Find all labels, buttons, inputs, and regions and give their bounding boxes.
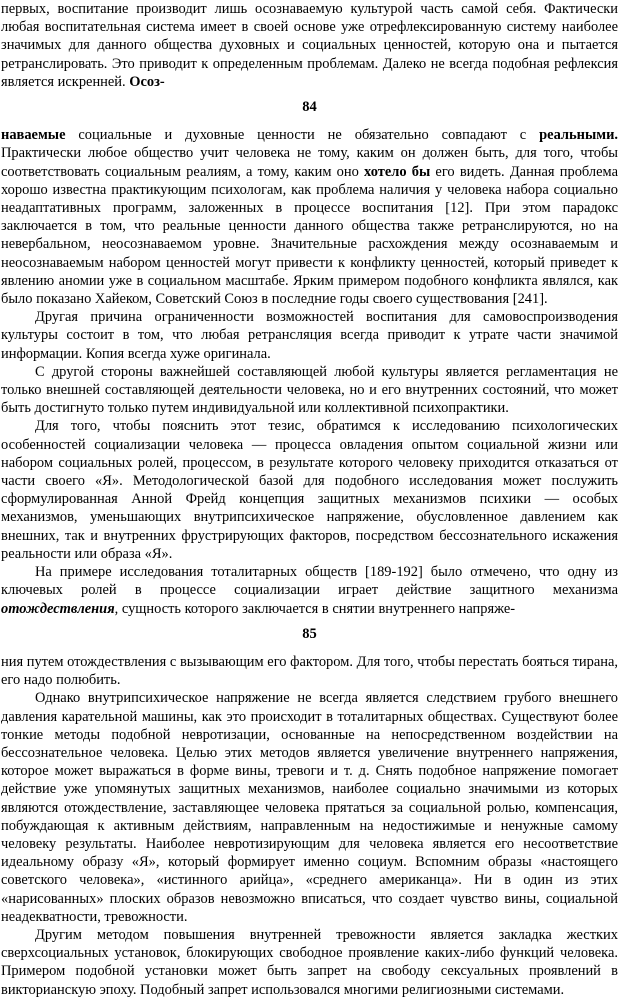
bold-text-run: реальными. xyxy=(539,127,618,144)
paragraph-continuation xyxy=(1,0,618,91)
paragraph xyxy=(1,563,618,618)
bold-text-run: наваемые xyxy=(1,127,66,144)
paragraph: ния путем отождествления с вызывающим его фактором. Для того, чтобы перестать бояться тирана, его надо полюбить. xyxy=(1,653,618,689)
paragraph: Другая причина ограниченности возможностей воспитания для самовоспроизводения культуры состоит в том, что любая ретрансляция всегда приводит к утрате части значимой информации. Копия всегда хуже оригинала. xyxy=(1,309,618,362)
bold-text-run: Осоз- xyxy=(129,73,165,90)
paragraph: Другим методом повышения внутренней тревожности является закладка жестких сверхсоциальных установок, блокирующих свободное проявление каких-либо функций человека. Примером подобной установки может быть запрет на свободу сексуальных проявлений в викторианскую эпоху. Подобный запрет использовался многими религиозными системами. xyxy=(1,926,618,998)
text-run: Практически любое общество учит человека не тому, каким он должен быть, для того, чтобы соответствовать социальным реалиям, а тому, каким оно xyxy=(1,145,618,180)
text-run: первых, воспитание производит лишь осознаваемую культурой часть самой себя. Фактически любая воспитательная система имеет в своей основе уже отрефлексированную систему наиболее значимых для данного общества духовных и социальных ценностей, которую она и пытается ретранслировать. Это приводит к определенным проблемам. Далеко не всегда подобная рефлексия является искренней. xyxy=(1,1,618,90)
text-run: , сущность которого заключается в снятии внутреннего напряже- xyxy=(114,600,516,617)
paragraph xyxy=(1,126,618,308)
bold-text-run: хотело бы xyxy=(364,163,431,180)
text-run: социальные и духовные ценности не обязательно совпадают с xyxy=(65,127,540,144)
text-run: его видеть. Данная проблема хорошо известна практикующим психологам, как проблема наличия у человека набора социально неадаптативных программ, заложенных в процессе воспитания [12]. При этом парадокс заключается в том, что реальные ценности данного общества также ретранслируются, но на невербальном, неосознаваемом уровне. Значительные расхождения между осознаваемым и неосознаваемым набором ценностей могут привести к конфликту ценностей, который приведет к явлению аномии уже в социальном масштабе. Ярким примером подобного конфликта являлся, как было показано Хайеком, Советский Союз в последние годы своего существования [241]. xyxy=(1,163,618,308)
paragraph: Однако внутрипсихическое напряжение не всегда является следствием грубого внешнего давления карательной машины, как это происходит в тоталитарных обществах. Существуют более тонкие методы подобной невротизации, основанные на непосредственном воздействии на бессознательное человека. Целью этих методов является увеличение внутреннего напряжения, которое может выражаться в форме вины, тревоги и т. д. Снять подобное напряжение помогает действие уже упомянутых защитных механизмов, наиболее социально значимыми из которых являются отождествление, заставляющее человека прятаться за социальной ролью, компенсация, побуждающая к активным действиям, направленным на недостижимые и ненужные самому человеку результаты. Наиболее невротизирующим для человека является его несоответствие идеальному образу «Я», который формирует именно социум. Вспомним образы «настоящего советского человека», «истинного арийца», «среднего американца». Ни в один из этих «нарисованных» плоских образов невозможно вписаться, что создает чувство вины, социальной неадекватности, тревожности. xyxy=(1,690,618,925)
paragraph: С другой стороны важнейшей составляющей любой культуры является регламентация не только внешней составляющей деятельности человека, но и его внутренних состояний, что может быть достигнуто только путем индивидуальной или коллективной психопрактики. xyxy=(1,363,618,417)
page-number: 85 xyxy=(302,625,317,642)
page-number: 84 xyxy=(302,99,317,116)
text-run: На примере исследования тоталитарных обществ [189-192] было отмечено, что одну из ключевых ролей в процессе социализации играет действие защитного механизма xyxy=(1,564,618,599)
paragraph: Для того, чтобы пояснить этот тезис, обратимся к исследованию психологических особенностей социализации человека — процесса овладения опытом социальной жизни или набором социальных ролей, процессом, в результате которого человеку приходится отказаться от части своего «Я». Методологической базой для подобного исследования может послужить сформулированная Анной Фрейд концепция защитных механизмов психики — особых механизмов, уменьшающих внутрипсихическое напряжение, обусловленное давлением как внешних, так и внутренних фрустрирующих факторов, посредством бессознательного искажения реальности или образа «Я». xyxy=(1,418,618,562)
bold-italic-text-run: отождествления xyxy=(1,600,115,617)
